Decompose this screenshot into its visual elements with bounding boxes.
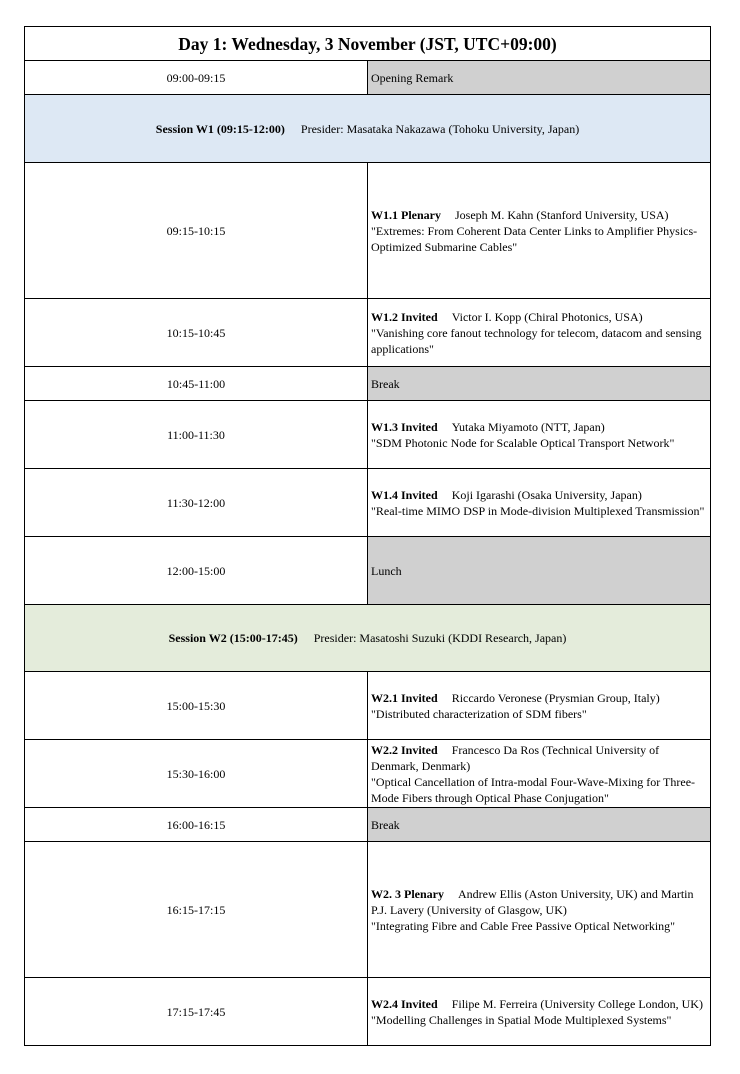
talk-code: W1.3 Invited: [371, 419, 438, 434]
talk-title: "SDM Photonic Node for Scalable Optical Transport Network": [371, 435, 675, 450]
speaker: Riccardo Veronese (Prysmian Group, Italy): [451, 690, 660, 705]
table-row: [25, 401, 711, 469]
talk-title: "Distributed characterization of SDM fibers": [371, 706, 587, 721]
day-title: Day 1: Wednesday, 3 November (JST, UTC+09:00): [25, 27, 711, 61]
talk-code: W2. 3 Plenary: [371, 886, 444, 901]
speaker: Joseph M. Kahn (Stanford University, USA): [455, 207, 669, 222]
talk-title: "Modelling Challenges in Spatial Mode Multiplexed Systems": [371, 1012, 672, 1027]
talk-cell: [368, 299, 711, 367]
time-cell: 12:00-15:00: [25, 537, 368, 605]
session-name: Session W2 (15:00-17:45): [168, 631, 298, 645]
time-cell: 17:15-17:45: [25, 978, 368, 1046]
talk-title: "Optical Cancellation of Intra-modal Four-Wave-Mixing for Three-Mode Fibers through Optical Phase Conjugation": [371, 774, 696, 805]
session-name: Session W1 (09:15-12:00): [155, 121, 285, 136]
table-row: [25, 61, 711, 95]
talk-cell: [368, 842, 711, 978]
break-label: Break: [368, 808, 711, 842]
time-cell: 11:00-11:30: [25, 401, 368, 469]
talk-title: "Vanishing core fanout technology for telecom, datacom and sensing applications": [371, 325, 702, 356]
table-row: [25, 469, 711, 537]
table-row: [25, 808, 711, 842]
session-row: [25, 95, 711, 163]
session-header: [25, 605, 711, 672]
talk-cell: [368, 163, 711, 299]
time-cell: 15:30-16:00: [25, 740, 368, 808]
presider: Presider: Masataka Nakazawa (Tohoku University, Japan): [300, 121, 580, 136]
break-label: Opening Remark: [368, 61, 711, 95]
table-row: [25, 537, 711, 605]
time-cell: 16:15-17:15: [25, 842, 368, 978]
time-cell: 10:15-10:45: [25, 299, 368, 367]
time-cell: 09:00-09:15: [25, 61, 368, 95]
table-row: [25, 740, 711, 808]
speaker: Koji Igarashi (Osaka University, Japan): [451, 487, 642, 502]
speaker: Yutaka Miyamoto (NTT, Japan): [451, 419, 605, 434]
time-cell: 11:30-12:00: [25, 469, 368, 537]
presider: Presider: Masatoshi Suzuki (KDDI Research, Japan): [313, 631, 567, 645]
talk-title: "Real-time MIMO DSP in Mode-division Multiplexed Transmission": [371, 503, 705, 518]
talk-code: W2.4 Invited: [371, 996, 438, 1011]
talk-cell: [368, 978, 711, 1046]
table-row: [25, 299, 711, 367]
schedule-table: [24, 26, 711, 1046]
speaker: Victor I. Kopp (Chiral Photonics, USA): [451, 309, 643, 324]
break-label: Break: [368, 367, 711, 401]
time-cell: 16:00-16:15: [25, 808, 368, 842]
talk-cell: [368, 672, 711, 740]
time-cell: 10:45-11:00: [25, 367, 368, 401]
talk-cell: [368, 401, 711, 469]
talk-code: W1.4 Invited: [371, 487, 438, 502]
time-cell: 15:00-15:30: [25, 672, 368, 740]
talk-code: W1.1 Plenary: [371, 207, 441, 222]
table-row: [25, 978, 711, 1046]
title-row: [25, 27, 711, 61]
talk-cell: [368, 740, 711, 808]
talk-title: "Extremes: From Coherent Data Center Links to Amplifier Physics-Optimized Submarine Cables": [371, 223, 698, 254]
break-label: Lunch: [368, 537, 711, 605]
talk-code: W1.2 Invited: [371, 309, 438, 324]
speaker: Filipe M. Ferreira (University College London, UK): [451, 996, 703, 1011]
speaker: Francesco Da Ros (Technical University of Denmark, Denmark): [371, 742, 660, 773]
talk-title: "Integrating Fibre and Cable Free Passive Optical Networking": [371, 918, 676, 933]
session-header: [25, 95, 711, 163]
talk-code: W2.2 Invited: [371, 742, 438, 757]
talk-cell: [368, 469, 711, 537]
time-cell: 09:15-10:15: [25, 163, 368, 299]
session-row: [25, 605, 711, 672]
table-row: [25, 163, 711, 299]
table-row: [25, 367, 711, 401]
speaker: Andrew Ellis (Aston University, UK) and Martin P.J. Lavery (University of Glasgow, UK): [371, 886, 694, 917]
table-row: [25, 672, 711, 740]
table-row: [25, 842, 711, 978]
talk-code: W2.1 Invited: [371, 690, 438, 705]
